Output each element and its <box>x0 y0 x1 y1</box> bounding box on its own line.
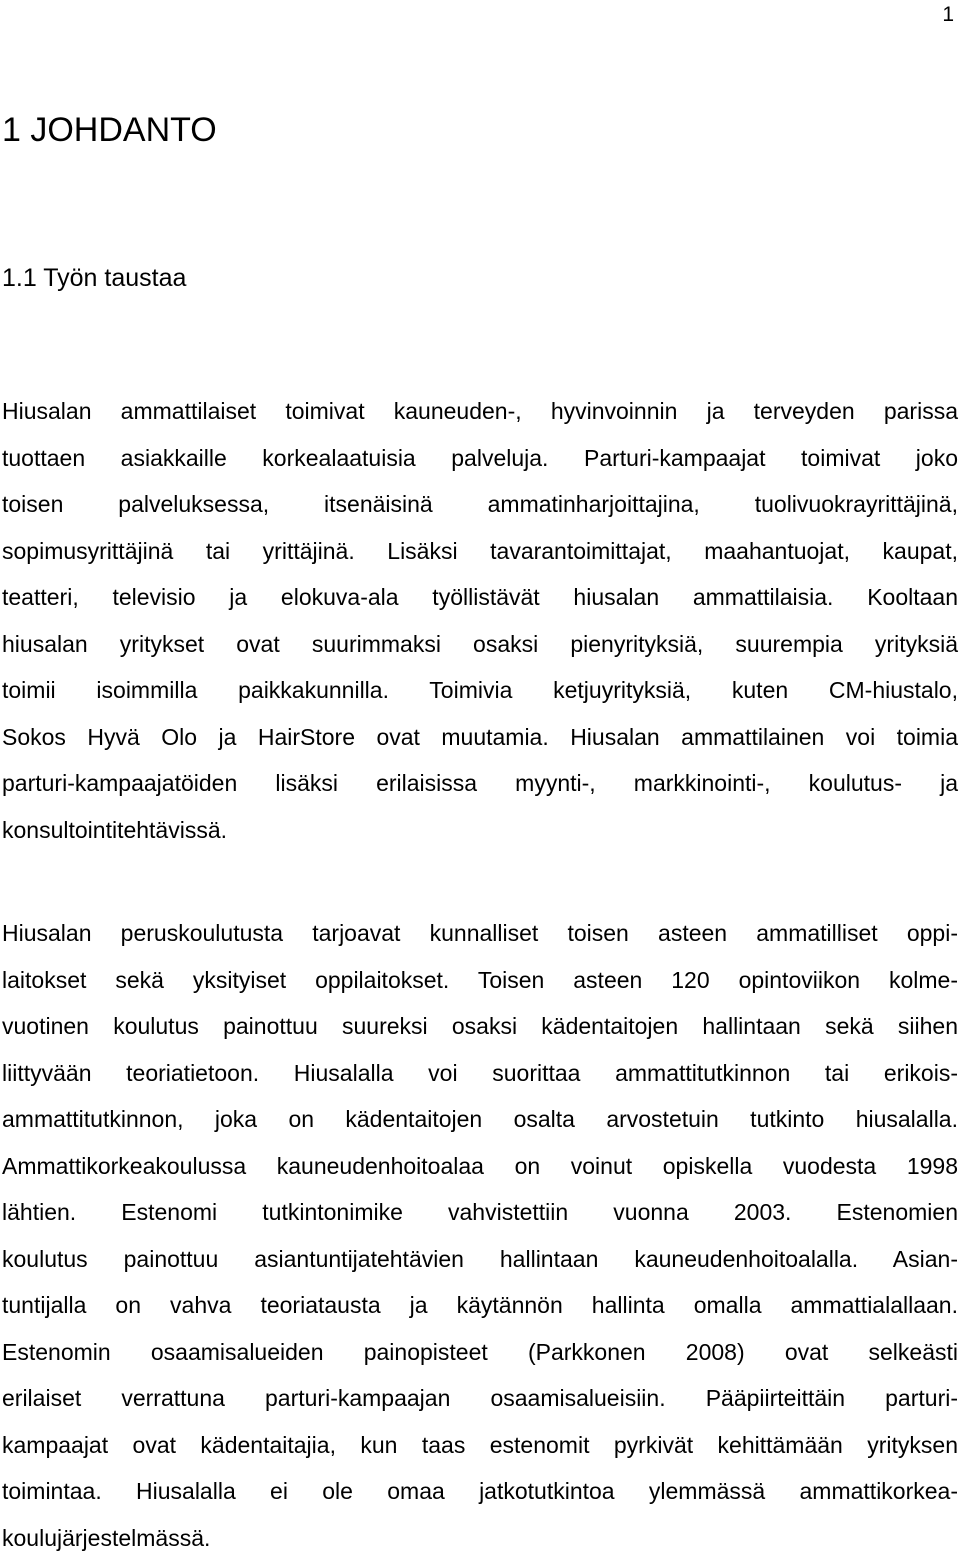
paragraph-line: liittyvään teoriatietoon. Hiusalalla voi suorittaa ammattitutkinnon tai erikois- <box>2 1050 958 1097</box>
paragraph-line: ammattitutkinnon, joka on kädentaitojen osalta arvostetuin tutkinto hiusalalla. <box>2 1096 958 1143</box>
paragraph-line: Hiusalan peruskoulutusta tarjoavat kunnalliset toisen asteen ammatilliset oppi- <box>2 910 958 957</box>
paragraph-2 <box>2 910 958 1561</box>
paragraph-line: sopimusyrittäjinä tai yrittäjinä. Lisäksi tavarantoimittajat, maahantuojat, kaupat, <box>2 528 958 575</box>
paragraph-line: hiusalan yritykset ovat suurimmaksi osaksi pienyrityksiä, suurempia yrityksiä <box>2 621 958 668</box>
paragraph-line: koulutus painottuu asiantuntijatehtävien hallintaan kauneudenhoitoalalla. Asian- <box>2 1236 958 1283</box>
paragraph-line: toimintaa. Hiusalalla ei ole omaa jatkotutkintoa ylemmässä ammattikorkea- <box>2 1468 958 1515</box>
paragraph-line: parturi-kampaajatöiden lisäksi erilaisissa myynti-, markkinointi-, koulutus- ja <box>2 760 958 807</box>
paragraph-line: vuotinen koulutus painottuu suureksi osaksi kädentaitojen hallintaan sekä siihen <box>2 1003 958 1050</box>
paragraph-line: tuntijalla on vahva teoriatausta ja käytännön hallinta omalla ammattialallaan. <box>2 1282 958 1329</box>
paragraph-line: koulujärjestelmässä. <box>2 1515 958 1561</box>
paragraph-line: Ammattikorkeakoulussa kauneudenhoitoalaa on voinut opiskella vuodesta 1998 <box>2 1143 958 1190</box>
chapter-title: 1 JOHDANTO <box>2 106 217 154</box>
paragraph-line: Estenomin osaamisalueiden painopisteet (Parkkonen 2008) ovat selkeästi <box>2 1329 958 1376</box>
paragraph-line: kampaajat ovat kädentaitajia, kun taas estenomit pyrkivät kehittämään yrityksen <box>2 1422 958 1469</box>
paragraph-line: konsultointitehtävissä. <box>2 807 958 854</box>
paragraph-line: Sokos Hyvä Olo ja HairStore ovat muutamia. Hiusalan ammattilainen voi toimia <box>2 714 958 761</box>
section-title: 1.1 Työn taustaa <box>2 258 186 298</box>
paragraph-line: Hiusalan ammattilaiset toimivat kauneuden-, hyvinvoinnin ja terveyden parissa <box>2 388 958 435</box>
paragraph-line: toisen palveluksessa, itsenäisinä ammatinharjoittajina, tuolivuokrayrittäjinä, <box>2 481 958 528</box>
paragraph-line: teatteri, televisio ja elokuva-ala työllistävät hiusalan ammattilaisia. Kooltaan <box>2 574 958 621</box>
paragraph-line: laitokset sekä yksityiset oppilaitokset. Toisen asteen 120 opintoviikon kolme- <box>2 957 958 1004</box>
paragraph-1 <box>2 388 958 853</box>
paragraph-line: toimii isoimmilla paikkakunnilla. Toimivia ketjuyrityksiä, kuten CM-hiustalo, <box>2 667 958 714</box>
page-number: 1 <box>942 0 954 30</box>
paragraph-line: tuottaen asiakkaille korkealaatuisia palveluja. Parturi-kampaajat toimivat joko <box>2 435 958 482</box>
paragraph-line: lähtien. Estenomi tutkintonimike vahvistettiin vuonna 2003. Estenomien <box>2 1189 958 1236</box>
paragraph-line: erilaiset verrattuna parturi-kampaajan osaamisalueisiin. Pääpiirteittäin parturi- <box>2 1375 958 1422</box>
